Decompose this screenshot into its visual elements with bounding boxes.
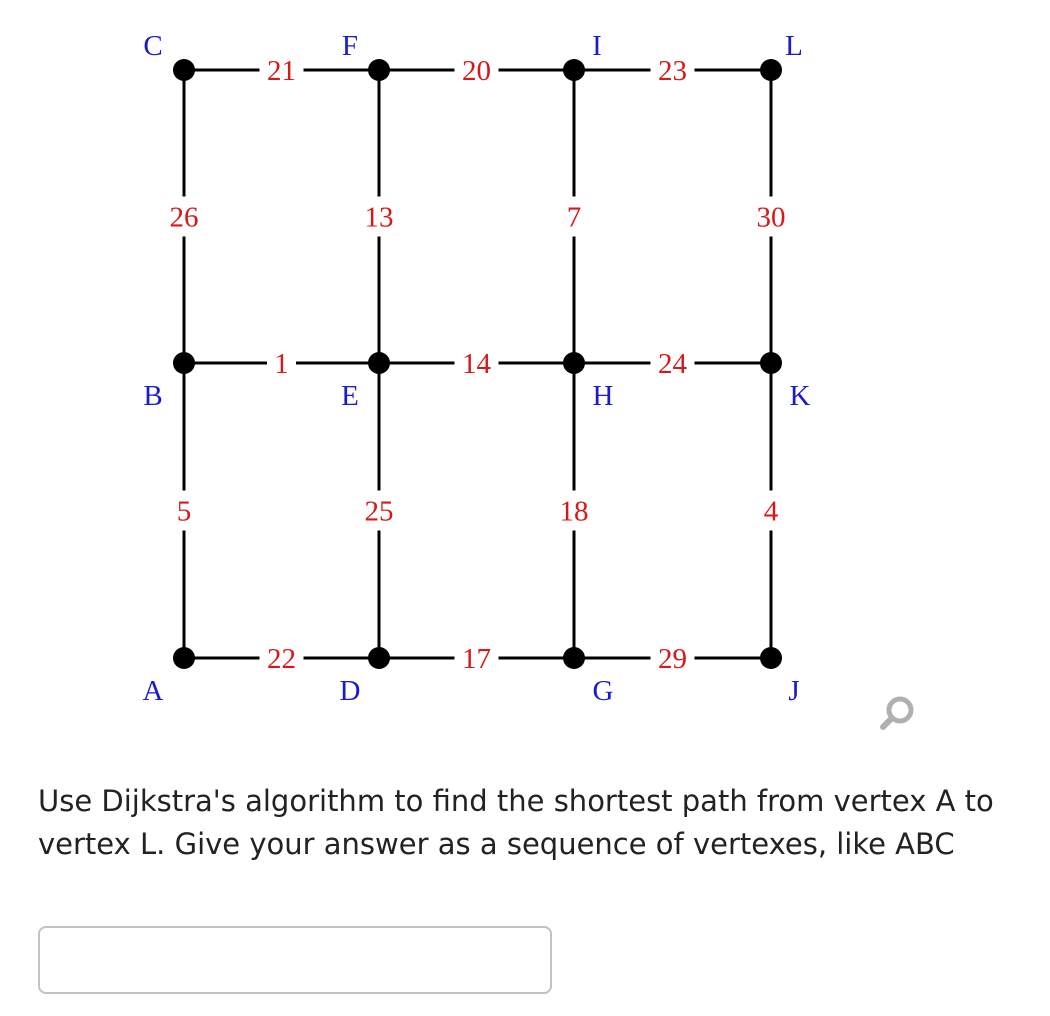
- vertex-label-e: E: [341, 380, 359, 412]
- vertex-h: [563, 352, 585, 374]
- edge-weight-f-i: 20: [462, 55, 491, 87]
- vertex-k: [760, 352, 782, 374]
- edge-weight-l-k: 30: [756, 201, 786, 234]
- vertex-e: [368, 352, 390, 374]
- vertex-label-c: C: [143, 30, 163, 62]
- edge-weight-i-h: 7: [566, 201, 582, 234]
- edge-weight-e-h: 14: [462, 348, 491, 380]
- vertex-f: [368, 59, 390, 81]
- question-text: Use Dijkstra's algorithm to find the shortest path from vertex A to vertex L. Give your answer as a sequence of vertexes, like ABC: [38, 784, 994, 861]
- vertex-label-b: B: [143, 380, 163, 412]
- edge-weight-b-e: 1: [274, 348, 289, 380]
- vertex-label-h: H: [592, 380, 614, 412]
- edge-weight-c-f: 21: [267, 55, 296, 87]
- edge-weight-f-e: 13: [364, 201, 394, 234]
- answer-input[interactable]: [38, 926, 552, 994]
- edge-weight-i-l: 23: [658, 55, 687, 87]
- edge-weight-e-d: 25: [364, 495, 394, 528]
- vertex-label-j: J: [788, 675, 800, 707]
- vertex-label-a: A: [142, 675, 164, 707]
- vertex-j: [760, 647, 782, 669]
- vertex-g: [563, 647, 585, 669]
- magnifier-icon[interactable]: [876, 692, 920, 736]
- edge-weight-g-j: 29: [658, 643, 687, 675]
- vertex-label-d: D: [339, 675, 361, 707]
- vertex-label-f: F: [341, 30, 359, 62]
- edge-weight-h-k: 24: [658, 348, 687, 380]
- vertex-label-k: K: [789, 380, 811, 412]
- vertex-l: [760, 59, 782, 81]
- edge-weight-h-g: 18: [559, 495, 589, 528]
- vertex-label-i: I: [592, 30, 602, 62]
- vertex-i: [563, 59, 585, 81]
- vertex-label-g: G: [592, 675, 614, 707]
- edge-weight-a-d: 22: [267, 643, 296, 675]
- edge-weight-b-a: 5: [176, 495, 192, 528]
- vertex-d: [368, 647, 390, 669]
- vertex-a: [173, 647, 195, 669]
- edge-weight-d-g: 17: [462, 643, 491, 675]
- edge-weight-k-j: 4: [763, 495, 779, 528]
- vertex-label-l: L: [785, 30, 803, 62]
- vertex-b: [173, 352, 195, 374]
- edge-weight-c-b: 26: [169, 201, 199, 234]
- vertex-c: [173, 59, 195, 81]
